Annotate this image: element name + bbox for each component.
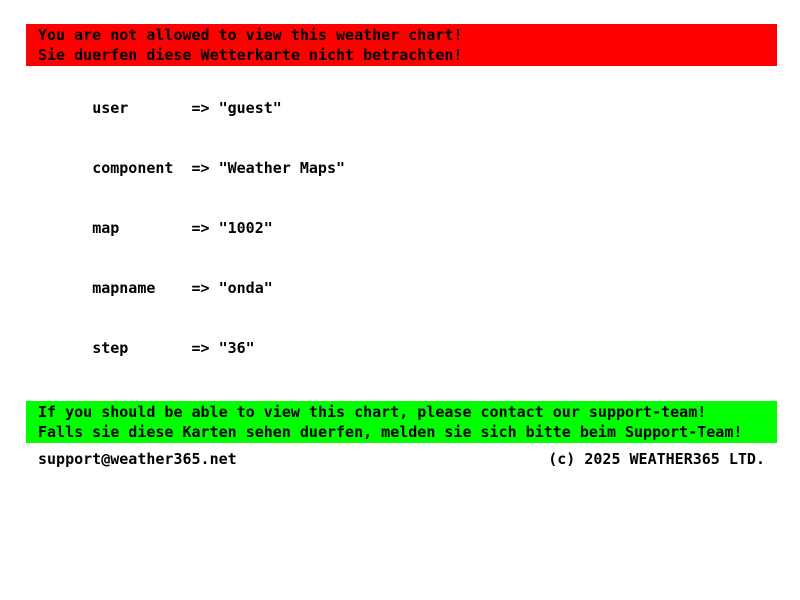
param-arrow: => — [191, 159, 210, 177]
param-arrow: => — [191, 219, 210, 237]
info-line-en: If you should be able to view this chart, please contact our support-team! — [38, 403, 707, 421]
param-arrow: => — [191, 279, 210, 297]
error-banner — [26, 24, 777, 66]
copyright-text: (c) 2025 WEATHER365 LTD. — [548, 450, 765, 468]
param-key: user — [92, 99, 129, 117]
param-row-component — [38, 138, 777, 198]
param-value: "guest" — [218, 99, 282, 117]
info-line-de: Falls sie diese Karten sehen duerfen, melden sie sich bitte beim Support-Team! — [38, 423, 743, 441]
error-line-de: Sie duerfen diese Wetterkarte nicht betrachten! — [38, 46, 463, 64]
param-key: component — [92, 159, 174, 177]
param-row-map — [38, 198, 777, 258]
param-key: step — [92, 339, 129, 357]
param-value: "1002" — [218, 219, 273, 237]
support-email-text: support@weather365.net — [38, 450, 237, 468]
page-content — [26, 24, 777, 469]
info-banner — [26, 401, 777, 443]
param-key: map — [92, 219, 120, 237]
footer — [38, 449, 765, 469]
param-value: "Weather Maps" — [218, 159, 346, 177]
param-arrow: => — [191, 339, 210, 357]
error-line-en: You are not allowed to view this weather chart! — [38, 26, 463, 44]
request-params-list — [38, 78, 777, 378]
param-arrow: => — [191, 99, 210, 117]
param-value: "onda" — [218, 279, 273, 297]
param-row-step — [38, 318, 777, 378]
param-value: "36" — [218, 339, 255, 357]
param-row-user — [38, 78, 777, 138]
param-row-mapname — [38, 258, 777, 318]
param-key: mapname — [92, 279, 156, 297]
